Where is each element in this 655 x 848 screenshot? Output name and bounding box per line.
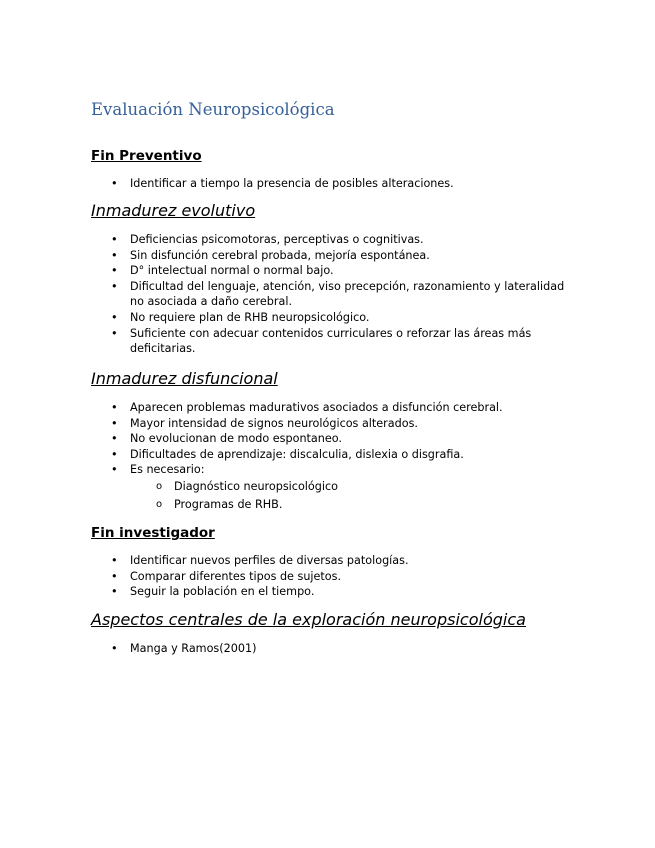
heading-aspectos-centrales: Aspectos centrales de la exploración neuropsicológica bbox=[91, 610, 526, 629]
heading-fin-preventivo: Fin Preventivo bbox=[91, 148, 202, 164]
list-item: • Aparecen problemas madurativos asociados a disfunción cerebral. bbox=[91, 400, 566, 416]
list-item: • No requiere plan de RHB neuropsicológico. bbox=[91, 310, 566, 326]
list-item: • Dificultades de aprendizaje: discalculia, dislexia o disgrafia. bbox=[91, 447, 566, 463]
list-item: • Suficiente con adecuar contenidos curriculares o reforzar las áreas más deficitarias. bbox=[91, 326, 566, 357]
list-inmadurez-disfuncional bbox=[91, 400, 566, 514]
sublist-item: o Programas de RHB. bbox=[130, 496, 566, 514]
list-item: • Manga y Ramos(2001) bbox=[91, 641, 566, 657]
list-item: • Comparar diferentes tipos de sujetos. bbox=[91, 569, 566, 585]
list-inmadurez-evolutivo bbox=[91, 232, 566, 357]
sublist bbox=[130, 478, 566, 514]
heading-fin-investigador: Fin investigador bbox=[91, 525, 215, 541]
list-item: • Mayor intensidad de signos neurológicos alterados. bbox=[91, 416, 566, 432]
list-item: • Deficiencias psicomotoras, perceptivas o cognitivas. bbox=[91, 232, 566, 248]
list-aspectos-centrales bbox=[91, 641, 566, 657]
list-item: • Dificultad del lenguaje, atención, viso precepción, razonamiento y lateralidad no asociada a daño cerebral. bbox=[91, 279, 566, 310]
list-item: • Identificar a tiempo la presencia de posibles alteraciones. bbox=[91, 176, 566, 192]
list-item bbox=[91, 462, 566, 514]
document-title: Evaluación Neuropsicológica bbox=[91, 100, 335, 119]
heading-inmadurez-disfuncional: Inmadurez disfuncional bbox=[91, 369, 278, 388]
list-item: • Seguir la población en el tiempo. bbox=[91, 584, 566, 600]
list-fin-preventivo bbox=[91, 176, 566, 192]
sublist-item: o Diagnóstico neuropsicológico bbox=[130, 478, 566, 496]
list-fin-investigador bbox=[91, 553, 566, 600]
heading-inmadurez-evolutivo: Inmadurez evolutivo bbox=[91, 201, 256, 220]
list-item: • Sin disfunción cerebral probada, mejoría espontánea. bbox=[91, 248, 566, 264]
list-item-text: Es necesario: bbox=[130, 463, 205, 477]
list-item: • No evolucionan de modo espontaneo. bbox=[91, 431, 566, 447]
list-item: • Identificar nuevos perfiles de diversas patologías. bbox=[91, 553, 566, 569]
list-item: • D° intelectual normal o normal bajo. bbox=[91, 263, 566, 279]
